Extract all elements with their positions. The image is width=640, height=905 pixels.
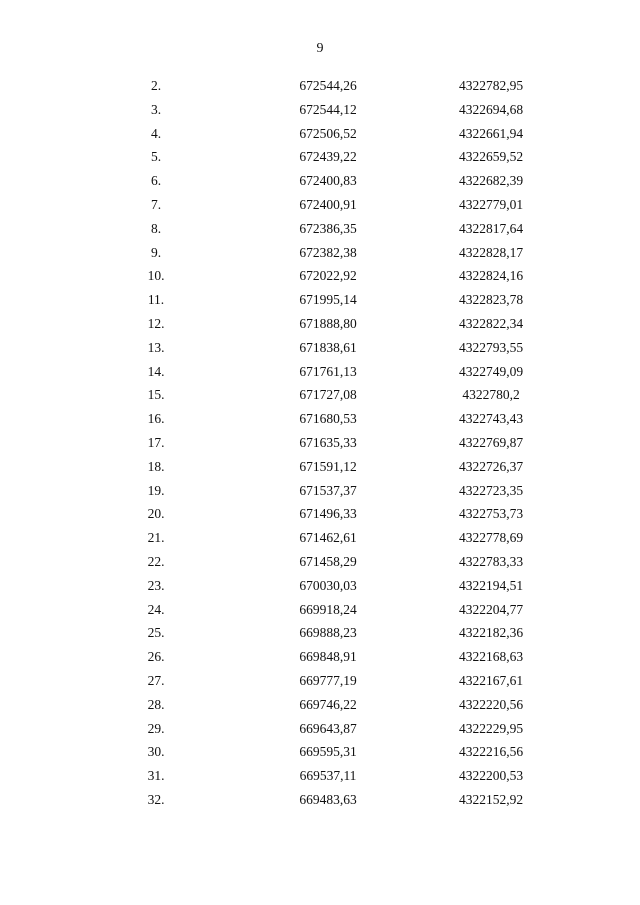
point-number: 14. xyxy=(147,363,165,379)
x-coordinate: 671761,13 xyxy=(299,363,357,379)
y-coordinate: 4322824,16 xyxy=(458,268,524,284)
point-number: 6. xyxy=(150,173,162,189)
x-coordinate: 671635,33 xyxy=(299,434,357,450)
y-coordinate: 4322828,17 xyxy=(458,244,524,260)
x-coordinate: 672506,52 xyxy=(299,125,357,141)
point-number: 18. xyxy=(147,458,165,474)
x-coordinate: 671458,29 xyxy=(299,553,357,569)
x-coordinate: 669777,19 xyxy=(299,672,357,688)
table-row xyxy=(0,288,640,312)
y-coordinate: 4322204,77 xyxy=(458,601,524,617)
y-coordinate: 4322723,35 xyxy=(458,482,524,498)
x-coordinate: 669746,22 xyxy=(299,696,357,712)
point-number: 31. xyxy=(147,768,165,784)
y-coordinate: 4322779,01 xyxy=(458,196,524,212)
y-coordinate: 4322743,43 xyxy=(458,411,524,427)
point-number: 30. xyxy=(147,744,165,760)
point-number: 4. xyxy=(150,125,162,141)
x-coordinate: 669537,11 xyxy=(299,768,357,784)
point-number: 27. xyxy=(147,672,165,688)
point-number: 10. xyxy=(147,268,165,284)
table-row xyxy=(0,360,640,384)
x-coordinate: 671888,80 xyxy=(299,315,357,331)
x-coordinate: 672022,92 xyxy=(299,268,357,284)
point-number: 13. xyxy=(147,339,165,355)
x-coordinate: 672544,26 xyxy=(299,78,357,93)
page-number: 9 xyxy=(316,41,324,56)
point-number: 11. xyxy=(147,292,165,308)
point-number: 2. xyxy=(150,78,162,93)
table-row xyxy=(0,241,640,265)
point-number: 24. xyxy=(147,601,165,617)
coordinates-table xyxy=(0,74,640,812)
y-coordinate: 4322782,95 xyxy=(458,78,524,93)
point-number: 19. xyxy=(147,482,165,498)
y-coordinate: 4322793,55 xyxy=(458,339,524,355)
y-coordinate: 4322167,61 xyxy=(458,672,524,688)
table-row xyxy=(0,764,640,788)
y-coordinate: 4322822,34 xyxy=(458,315,524,331)
table-row xyxy=(0,717,640,741)
table-row xyxy=(0,407,640,431)
y-coordinate: 4322661,94 xyxy=(458,125,524,141)
table-row xyxy=(0,193,640,217)
y-coordinate: 4322229,95 xyxy=(458,720,524,736)
y-coordinate: 4322216,56 xyxy=(458,744,524,760)
table-row xyxy=(0,740,640,764)
x-coordinate: 671727,08 xyxy=(299,387,357,403)
point-number: 29. xyxy=(147,720,165,736)
x-coordinate: 671537,37 xyxy=(299,482,357,498)
x-coordinate: 672400,91 xyxy=(299,196,357,212)
point-number: 21. xyxy=(147,530,165,546)
y-coordinate: 4322753,73 xyxy=(458,506,524,522)
table-row xyxy=(0,550,640,574)
y-coordinate: 4322220,56 xyxy=(458,696,524,712)
y-coordinate: 4322194,51 xyxy=(458,577,524,593)
table-row xyxy=(0,574,640,598)
table-row xyxy=(0,383,640,407)
x-coordinate: 671591,12 xyxy=(299,458,357,474)
y-coordinate: 4322659,52 xyxy=(458,149,524,165)
x-coordinate: 671496,33 xyxy=(299,506,357,522)
y-coordinate: 4322769,87 xyxy=(458,434,524,450)
y-coordinate: 4322823,78 xyxy=(458,292,524,308)
table-row xyxy=(0,479,640,503)
y-coordinate: 4322817,64 xyxy=(458,220,524,236)
x-coordinate: 672400,83 xyxy=(299,173,357,189)
y-coordinate: 4322168,63 xyxy=(458,649,524,665)
table-row xyxy=(0,526,640,550)
point-number: 26. xyxy=(147,649,165,665)
y-coordinate: 4322783,33 xyxy=(458,553,524,569)
table-row xyxy=(0,645,640,669)
point-number: 22. xyxy=(147,553,165,569)
y-coordinate: 4322778,69 xyxy=(458,530,524,546)
x-coordinate: 669918,24 xyxy=(299,601,357,617)
point-number: 25. xyxy=(147,625,165,641)
x-coordinate: 669888,23 xyxy=(299,625,357,641)
x-coordinate: 671995,14 xyxy=(299,292,357,308)
table-row xyxy=(0,169,640,193)
table-row xyxy=(0,122,640,146)
x-coordinate: 672382,38 xyxy=(299,244,357,260)
x-coordinate: 669595,31 xyxy=(299,744,357,760)
x-coordinate: 672386,35 xyxy=(299,220,357,236)
table-row xyxy=(0,336,640,360)
x-coordinate: 672544,12 xyxy=(299,101,357,117)
y-coordinate: 4322182,36 xyxy=(458,625,524,641)
table-row xyxy=(0,264,640,288)
table-row xyxy=(0,693,640,717)
x-coordinate: 669643,87 xyxy=(299,720,357,736)
x-coordinate: 671680,53 xyxy=(299,411,357,427)
y-coordinate: 4322726,37 xyxy=(458,458,524,474)
y-coordinate: 4322749,09 xyxy=(458,363,524,379)
point-number: 23. xyxy=(147,577,165,593)
point-number: 9. xyxy=(150,244,162,260)
point-number: 17. xyxy=(147,434,165,450)
point-number: 12. xyxy=(147,315,165,331)
point-number: 3. xyxy=(150,101,162,117)
point-number: 5. xyxy=(150,149,162,165)
table-row xyxy=(0,502,640,526)
table-row xyxy=(0,669,640,693)
table-row xyxy=(0,217,640,241)
table-row xyxy=(0,312,640,336)
point-number: 16. xyxy=(147,411,165,427)
y-coordinate: 4322152,92 xyxy=(458,791,524,807)
y-coordinate: 4322682,39 xyxy=(458,173,524,189)
y-coordinate: 4322200,53 xyxy=(458,768,524,784)
x-coordinate: 669483,63 xyxy=(299,791,357,807)
point-number: 15. xyxy=(147,387,165,403)
y-coordinate: 4322694,68 xyxy=(458,101,524,117)
table-row xyxy=(0,788,640,812)
table-row xyxy=(0,74,640,98)
table-row xyxy=(0,455,640,479)
point-number: 8. xyxy=(150,220,162,236)
point-number: 28. xyxy=(147,696,165,712)
point-number: 20. xyxy=(147,506,165,522)
table-row xyxy=(0,98,640,122)
x-coordinate: 671462,61 xyxy=(299,530,357,546)
point-number: 32. xyxy=(147,791,165,807)
x-coordinate: 672439,22 xyxy=(299,149,357,165)
table-row xyxy=(0,431,640,455)
x-coordinate: 671838,61 xyxy=(299,339,357,355)
point-number: 7. xyxy=(150,196,162,212)
x-coordinate: 670030,03 xyxy=(299,577,357,593)
table-row xyxy=(0,598,640,622)
y-coordinate: 4322780,2 xyxy=(462,387,520,403)
x-coordinate: 669848,91 xyxy=(299,649,357,665)
table-row xyxy=(0,621,640,645)
table-row xyxy=(0,145,640,169)
